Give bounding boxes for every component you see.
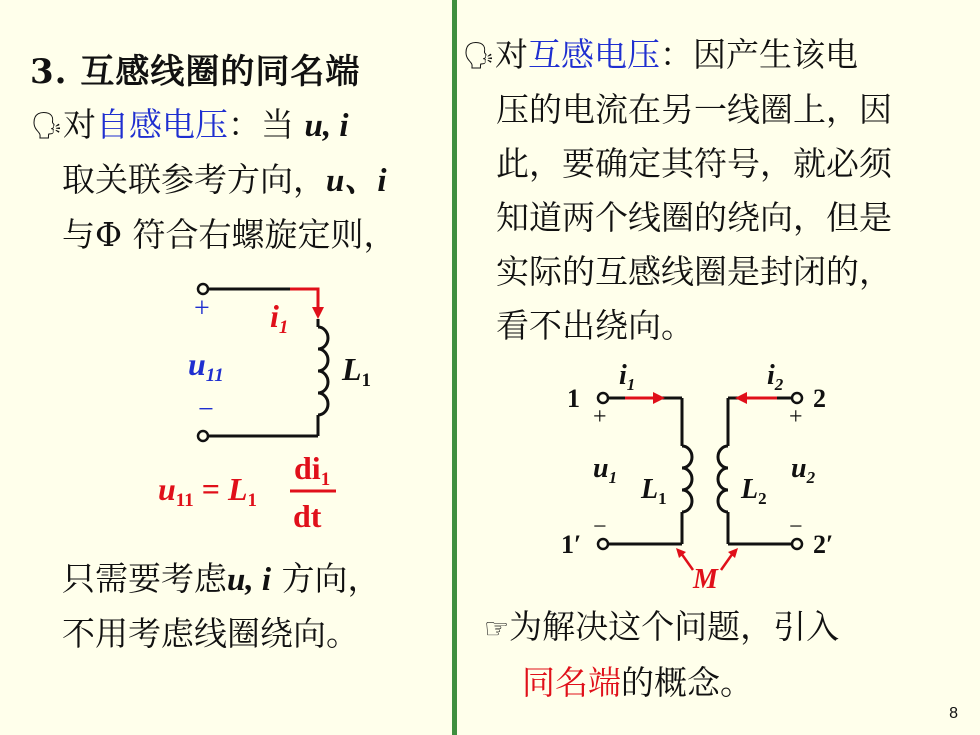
self-inductance-term: 自感电压 xyxy=(96,105,229,144)
svg-text:u11 = L1: u11 = L1 xyxy=(158,471,258,511)
section-heading: 3. 互感线圈的同名端 xyxy=(30,52,361,92)
mutual-arrow-right xyxy=(721,553,733,570)
terminal-2prime-label: 2′ xyxy=(813,530,834,559)
terminal-bottom xyxy=(198,431,208,441)
orientation-note: 只需要考虑u, i 方向， 不用考虑线圈绕向。 xyxy=(62,559,381,653)
terminal-1prime-label: 1′ xyxy=(561,530,582,559)
mutual-inductance-term: 互感电压 xyxy=(528,35,661,74)
speaker-bullet-icon: 🗣 xyxy=(30,111,64,141)
minus-sign: − xyxy=(198,394,214,425)
terminal-2prime xyxy=(792,539,802,549)
svg-text:−: − xyxy=(593,514,607,540)
terminal-1-label: 1 xyxy=(567,384,580,413)
solution-paragraph: ☞为解决这个问题，引入 同名端的概念。 xyxy=(484,607,840,702)
page-number: 8 xyxy=(949,705,958,722)
self-inductance-formula xyxy=(158,450,336,534)
voltage-2-label: $u_2$ xyxy=(791,453,816,487)
svg-text:di1: di1 xyxy=(294,450,331,490)
self-inductance-paragraph: 🗣对自感电压：当 u, i 取关联参考方向，u、i 与Φ 符合右螺旋定则， xyxy=(30,98,397,262)
coil-1 xyxy=(682,446,692,512)
mutual-inductance-paragraph: 🗣对互感电压：因产生该电 压的电流在另一线圈上，因 此，要确定其符号，就必须 知道两个线圈的绕向，但是 实际的互感线圈是封闭的， 看不出绕向。 xyxy=(462,35,892,345)
dot-convention-term: 同名端 xyxy=(522,663,621,702)
plus-sign: + xyxy=(194,293,210,324)
pointing-hand-icon: ☞ xyxy=(484,612,510,645)
column-divider xyxy=(452,0,457,735)
speaker-bullet-icon: 🗣 xyxy=(462,41,496,71)
self-inductor-circuit xyxy=(158,275,410,540)
right-hand-rule-line: 与Φ 符合右螺旋定则， xyxy=(62,215,397,254)
voltage-label: u11 xyxy=(188,346,224,386)
mutual-inductor-circuit xyxy=(555,352,845,597)
terminal-2-label: 2 xyxy=(813,384,826,413)
terminal-1 xyxy=(598,393,608,403)
inductor-1-label: $L_1$ xyxy=(641,474,667,508)
svg-text:−: − xyxy=(789,514,803,540)
inductor-2-label: $L_2$ xyxy=(741,474,767,508)
voltage-1-label: $u_1$ xyxy=(593,453,618,487)
mutual-arrow-left xyxy=(681,553,693,570)
terminal-1prime xyxy=(598,539,608,549)
svg-text:+: + xyxy=(593,404,607,430)
inductor-coil xyxy=(318,327,328,415)
coil-2 xyxy=(718,446,728,512)
current-1-label: $i_1$ xyxy=(619,360,636,394)
current-label: i1 xyxy=(270,298,289,338)
current-2-label: $i_2$ xyxy=(767,360,784,394)
mutual-label: M xyxy=(693,564,718,595)
terminal-2 xyxy=(792,393,802,403)
svg-text:+: + xyxy=(789,404,803,430)
svg-text:dt: dt xyxy=(293,498,322,534)
inductor-label: L1 xyxy=(342,351,372,391)
current-arrow xyxy=(290,289,318,310)
